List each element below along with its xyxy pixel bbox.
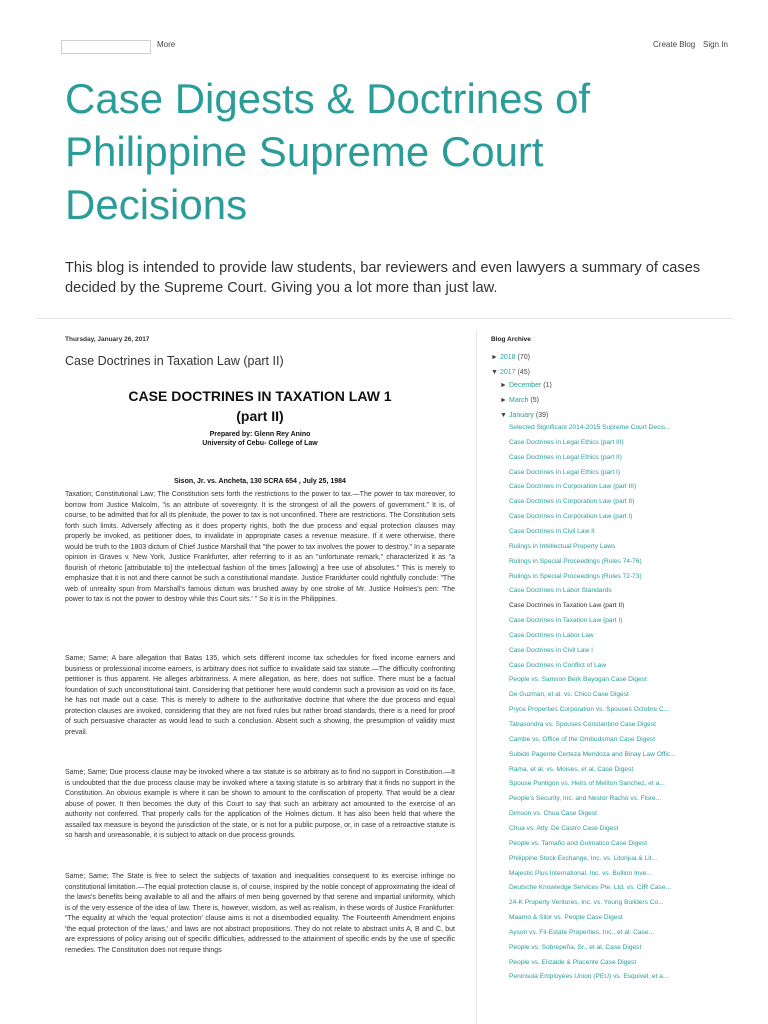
post-heading-line1: CASE DOCTRINES IN TAXATION LAW 1 [128,388,392,404]
blog-title[interactable]: Case Digests & Doctrines of Philippine Supreme Court Decisions [65,75,591,228]
blog-archive-title: Blog Archive [491,336,531,343]
blog-description: This blog is intended to provide law students, bar reviewers and even lawyers a summary of cases decided by the Supreme Court. Giving you a lot more than just law. [65,260,701,296]
archive-post-link[interactable]: Case Doctrines in Civil Law I [509,646,593,654]
archive-post-link[interactable]: Ayson vs. Fil-Estate Properties, Inc., et al. Case... [509,928,654,936]
post-paragraph: Same; Same; Due process clause may be invoked where a tax statute is so arbitrary as to find no support in Constitution.—It is undoubted that the due process clause may be invoked where a taxing statute is so arbitrary that it finds no support in the Constitution. An obvious example is where it can be shown to amount to the confiscation of property. That would be a clear abuse of power. It then becomes the duty of this Court to say that such an arbitrary act amounted to the exercise of an authority not conferred. That properly calls for the application of the Holmes dictum. It has also been held that where the assailed tax measure is beyond the jurisdiction of the state, or is not for a public purpose, or, in case of a retroactive statute is so harsh and unreasonable, it is subject to attack on due process grounds. [65,769,455,839]
archive-post-link[interactable]: Cambe vs. Office of the Ombudsman Case Digest [509,735,656,743]
archive-post-link[interactable]: Rulings in Special Proceedings (Rules 74-76) [509,557,642,565]
archive-month-label[interactable]: December [509,382,542,389]
post-heading [65,386,455,426]
archive-count: (45) [517,369,530,376]
post-heading-line2: (part II) [236,408,284,424]
archive-post-link[interactable]: Rama, et al. vs. Moises, et al. Case Digest [509,765,634,773]
archive-post-link[interactable]: People vs. Samson Berk Bayogan Case Digest [509,676,647,684]
archive-post-link[interactable]: People's Security, Inc. and Nestor Racho vs. Flore... [509,795,662,803]
archive-post-link[interactable]: Pryce Properties Corporation vs. Spouses Octobre C... [509,706,670,714]
archive-count: (70) [517,354,530,361]
archive-post-link[interactable]: People vs. Sobrepeña, Sr., et al. Case Digest [509,943,642,951]
more-link[interactable]: More [157,40,176,49]
archive-post-link[interactable]: Dimson vs. Chua Case Digest [509,810,597,818]
archive-post-link[interactable]: Subido Pagente Certeza Mendoza and Binay Law Offic... [509,750,676,758]
archive-year-2018[interactable] [491,354,530,361]
archive-post-link[interactable]: Rulings in Intellectual Property Laws [509,542,616,550]
archive-post-link[interactable]: Peninsula Employees Union (PEU) vs. Esquivel, et a... [509,973,669,981]
archive-month-january[interactable] [500,412,548,419]
sign-in-link[interactable]: Sign In [703,40,728,49]
archive-post-link[interactable]: Selected Significant 2014-2015 Supreme Court Decis... [509,424,671,431]
archive-post-link[interactable]: Case Doctrines in Conflict of Law [509,661,607,669]
post-paragraph: Same; Same; A bare allegation that Batas 135, which sets different income tax schedules for fixed income earners and business or professional income earners, is arbitrary does not suffice to invalidate said tax statute.—The difficulty confronting petitioner is thus apparent. He alleges arbitrariness. A mere allegation, as here, does not suffice. There must be a factual foundation of such unconstitutional taint. Considering that petitioner here would condemn such a provision as void on its face, he has not made out a case. This is merely to adhere to the authoritative doctrine that where the due process and equal protection clauses are invoked, considering that they are not fixed rules but rather broad standards, there is a need for proof of such persuasive character as would lead to such a conclusion. Absent such a showing, the presumption of validity must prevail. [65,655,455,736]
archive-post-link[interactable]: Case Doctrines in Taxation Law (part II) [509,602,625,610]
archive-post-link[interactable]: Case Doctrines in Corporation Law (part III) [509,483,637,491]
archive-post-link[interactable]: Rulings in Special Proceedings (Rules 72-73) [509,572,642,580]
school: University of Cebu- College of Law [202,440,318,447]
post-title[interactable]: Case Doctrines in Taxation Law (part II) [65,354,284,368]
archive-post-link[interactable]: People vs. Tamaño and Gulmatico Case Digest [509,839,648,847]
case-title: Sison, Jr. vs. Ancheta, 130 SCRA 654 , July 25, 1984 [174,478,346,485]
expanded-triangle-icon[interactable]: ▼ [500,412,507,419]
prepared-by: Prepared by: Glenn Rey Anino [209,431,311,438]
collapsed-triangle-icon[interactable]: ► [500,397,507,404]
archive-post-link[interactable]: De Guzman, et al. vs. Chico Case Digest [509,691,629,699]
archive-post-link[interactable]: Majestic Plus International, Inc. vs. Bullion Inve... [509,869,652,877]
search-input[interactable] [61,40,151,54]
archive-post-link[interactable]: Chua vs. Atty. De Castro Case Digest [509,824,619,832]
archive-year-label[interactable]: 2018 [500,354,516,361]
column-divider [476,330,477,1024]
archive-post-link[interactable]: Spouse Pontigon vs. Heirs of Meliton Sanchez, et a... [509,780,665,788]
archive-count: (5) [530,397,539,404]
post-date: Thursday, January 26, 2017 [65,336,150,343]
archive-year-label[interactable]: 2017 [500,369,516,376]
archive-post-link[interactable]: Tabasondra vs. Spouses Constantino Case Digest [509,721,656,728]
archive-year-2017[interactable] [491,369,530,376]
archive-post-link[interactable]: Case Doctrines in Legal Ethics (part II) [509,453,622,461]
archive-post-link[interactable]: Case Doctrines in Corporation Law (part I) [509,513,633,521]
archive-month-december[interactable] [500,382,552,389]
archive-post-link[interactable]: Case Doctrines in Legal Ethics (part III) [509,438,624,446]
archive-post-link[interactable]: Maamo & Silor vs. People Case Digest [509,914,623,922]
archive-month-march[interactable] [500,397,539,404]
archive-post-link[interactable]: People vs. Elizalde & Placente Case Digest [509,958,637,966]
archive-post-link[interactable]: Case Doctrines in Corporation Law (part II) [509,498,635,506]
post-author [65,430,455,448]
archive-post-link[interactable]: Case Doctrines in Civil Law II [509,527,595,535]
archive-post-link[interactable]: Deutsche Knowledge Services Pte. Ltd. vs. CIR Case... [509,884,671,892]
archive-post-link[interactable]: Case Doctrines in Taxation Law (part I) [509,617,623,625]
archive-count: (39) [535,412,549,419]
post-paragraph: Taxation; Constitutional Law; The Constitution sets forth the restrictions to the power to tax.—The power to tax moreover, to borrow from Justice Malcolm, "is an attribute of sovereignty. It is the strongest of all the powers of government." It is, of course, to be admitted that for all its plenitude, the power to tax is not unconfined. There are restrictions. The Constitution sets forth such limits. Adversely affecting as it does property rights, both the due process and equal protection clauses may properly be invoked, as petitioner does, to invalidate in appropriate cases a revenue measure. If it were otherwise, there would be truth to the 1803 dictum of Chief Justice Marshall that "the power to tax involves the power to destroy." In a separate opinion in Graves v. New York, Justice Frankfurter, after referring to it as an "unfortunate remark," characterized it as "a flourish of rhetoric [attributable to] the intellectual fashion of the times [allowing] a free use of absolutes." This is merely to emphasize that it is not and there cannot be such a constitutional mandate. Justice Frankfurter could rightfully conclude: "The web of unreality spun from Marshall's famous dictum was brushed away by one stroke of Mr. Justice Holmes's pen: 'The power to tax is not the power to destroy while this Court sits.' " So it is in the Philippines. [65,491,455,603]
archive-post-link[interactable]: Philippine Stock Exchange, Inc. vs. Litonjua & Lit... [509,854,658,862]
archive-post-link[interactable]: 24-K Property Ventures, Inc. vs. Young Builders Co... [509,899,664,907]
archive-post-link[interactable]: Case Doctrines in Legal Ethics (part I) [509,468,621,476]
archive-post-link[interactable]: Case Doctrines in Labor Standards [509,587,612,595]
collapsed-triangle-icon[interactable]: ► [500,382,507,389]
post-paragraph: Same; Same; The State is free to select the subjects of taxation and inequalities consequent to its exercise infringe no constitutional limitation.—The equal protection clause is, of course, inspired by the noble concept of approximating the ideal of the laws's benefits being available to all and the affairs of men being governed by that serene and impartial uniformity, which is of the very essence of the idea of law. There is, however, wisdom, as well as realism, in these words of Justice Frankfurter: "The equality at which the 'equal protection' clause aims is not a disembodied equality. The Fourteenth Amendment enjoins 'the equal protection of the laws,' and laws are not abstract propositions. They do not relate to abstract units A, B and C, but are expressions of policy arising out of specific difficulties, addressed to the attainment of specific ends by the use of specific remedies. The Constitution does not require things [65,873,455,954]
archive-count: (1) [543,382,552,389]
archive-month-label[interactable]: January [509,412,534,419]
create-blog-link[interactable]: Create Blog [653,40,696,49]
header-divider [36,318,733,319]
archive-post-link[interactable]: Case Doctrines in Labor Law [509,631,594,639]
archive-month-label[interactable]: March [509,397,529,404]
collapsed-triangle-icon[interactable]: ► [491,354,498,361]
expanded-triangle-icon[interactable]: ▼ [491,369,498,376]
